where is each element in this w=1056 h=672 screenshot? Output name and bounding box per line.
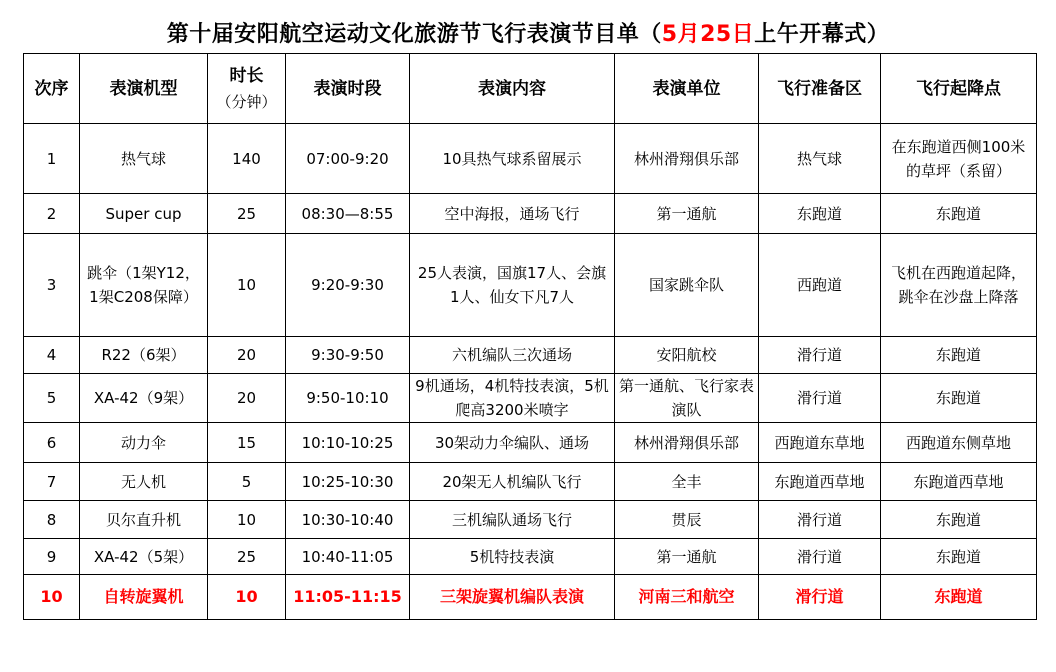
cell-unit: 河南三和航空 bbox=[615, 575, 759, 620]
cell-takeoff-landing: 在东跑道西侧100米的草坪（系留） bbox=[881, 124, 1037, 194]
title-suffix: 上午开幕式） bbox=[754, 22, 890, 47]
cell-unit: 林州滑翔俱乐部 bbox=[615, 124, 759, 194]
cell-prep-area: 滑行道 bbox=[759, 374, 881, 423]
table-row bbox=[24, 337, 1037, 374]
cell-aircraft: 自转旋翼机 bbox=[80, 575, 208, 620]
schedule-table bbox=[23, 53, 1037, 620]
header-takeoff-landing: 飞行起降点 bbox=[881, 54, 1037, 124]
header-aircraft: 表演机型 bbox=[80, 54, 208, 124]
cell-prep-area: 西跑道东草地 bbox=[759, 423, 881, 463]
cell-unit: 贯辰 bbox=[615, 501, 759, 539]
cell-content: 9机通场，4机特技表演，5机爬高3200米喷字 bbox=[410, 374, 615, 423]
cell-unit: 第一通航、飞行家表演队 bbox=[615, 374, 759, 423]
cell-duration: 20 bbox=[208, 337, 286, 374]
cell-aircraft: XA-42（9架） bbox=[80, 374, 208, 423]
cell-order: 3 bbox=[24, 234, 80, 337]
cell-prep-area: 西跑道 bbox=[759, 234, 881, 337]
cell-duration: 20 bbox=[208, 374, 286, 423]
cell-time-slot: 11:05-11:15 bbox=[286, 575, 410, 620]
cell-time-slot: 9:30-9:50 bbox=[286, 337, 410, 374]
cell-duration: 15 bbox=[208, 423, 286, 463]
table-row bbox=[24, 234, 1037, 337]
header-duration bbox=[208, 54, 286, 124]
cell-duration: 10 bbox=[208, 234, 286, 337]
cell-unit: 林州滑翔俱乐部 bbox=[615, 423, 759, 463]
header-order: 次序 bbox=[24, 54, 80, 124]
cell-aircraft: 无人机 bbox=[80, 463, 208, 501]
table-row bbox=[24, 501, 1037, 539]
title-prefix: 第十届安阳航空运动文化旅游节飞行表演节目单（ bbox=[166, 22, 662, 47]
cell-prep-area: 热气球 bbox=[759, 124, 881, 194]
cell-aircraft: XA-42（5架） bbox=[80, 539, 208, 575]
cell-order: 2 bbox=[24, 194, 80, 234]
cell-prep-area: 滑行道 bbox=[759, 539, 881, 575]
cell-duration: 10 bbox=[208, 501, 286, 539]
cell-prep-area: 滑行道 bbox=[759, 575, 881, 620]
cell-content: 25人表演，国旗17人、会旗1人、仙女下凡7人 bbox=[410, 234, 615, 337]
cell-order: 6 bbox=[24, 423, 80, 463]
table-row bbox=[24, 194, 1037, 234]
cell-duration: 140 bbox=[208, 124, 286, 194]
cell-time-slot: 10:10-10:25 bbox=[286, 423, 410, 463]
cell-takeoff-landing: 东跑道 bbox=[881, 337, 1037, 374]
cell-content: 空中海报，通场飞行 bbox=[410, 194, 615, 234]
header-unit: 表演单位 bbox=[615, 54, 759, 124]
cell-time-slot: 10:30-10:40 bbox=[286, 501, 410, 539]
cell-takeoff-landing: 东跑道 bbox=[881, 194, 1037, 234]
cell-time-slot: 10:40-11:05 bbox=[286, 539, 410, 575]
cell-takeoff-landing: 东跑道 bbox=[881, 374, 1037, 423]
cell-time-slot: 9:20-9:30 bbox=[286, 234, 410, 337]
cell-order: 8 bbox=[24, 501, 80, 539]
cell-content: 六机编队三次通场 bbox=[410, 337, 615, 374]
table-row bbox=[24, 539, 1037, 575]
header-duration-unit: （分钟） bbox=[216, 92, 277, 111]
cell-aircraft: Super cup bbox=[80, 194, 208, 234]
header-row bbox=[24, 54, 1037, 124]
cell-prep-area: 滑行道 bbox=[759, 337, 881, 374]
cell-time-slot: 9:50-10:10 bbox=[286, 374, 410, 423]
cell-duration: 5 bbox=[208, 463, 286, 501]
table-row-highlighted bbox=[24, 575, 1037, 620]
cell-takeoff-landing: 西跑道东侧草地 bbox=[881, 423, 1037, 463]
cell-unit: 国家跳伞队 bbox=[615, 234, 759, 337]
cell-content: 10具热气球系留展示 bbox=[410, 124, 615, 194]
cell-takeoff-landing: 东跑道 bbox=[881, 539, 1037, 575]
cell-time-slot: 08:30—8:55 bbox=[286, 194, 410, 234]
cell-duration: 10 bbox=[208, 575, 286, 620]
cell-content: 5机特技表演 bbox=[410, 539, 615, 575]
cell-order: 7 bbox=[24, 463, 80, 501]
cell-unit: 全丰 bbox=[615, 463, 759, 501]
cell-takeoff-landing: 飞机在西跑道起降，跳伞在沙盘上降落 bbox=[881, 234, 1037, 337]
cell-aircraft: 动力伞 bbox=[80, 423, 208, 463]
cell-unit: 安阳航校 bbox=[615, 337, 759, 374]
cell-takeoff-landing: 东跑道西草地 bbox=[881, 463, 1037, 501]
cell-duration: 25 bbox=[208, 194, 286, 234]
cell-aircraft: R22（6架） bbox=[80, 337, 208, 374]
cell-content: 30架动力伞编队、通场 bbox=[410, 423, 615, 463]
cell-takeoff-landing: 东跑道 bbox=[881, 575, 1037, 620]
cell-aircraft: 贝尔直升机 bbox=[80, 501, 208, 539]
cell-order: 5 bbox=[24, 374, 80, 423]
table-row bbox=[24, 423, 1037, 463]
header-duration-label: 时长 bbox=[229, 65, 264, 86]
cell-duration: 25 bbox=[208, 539, 286, 575]
cell-prep-area: 滑行道 bbox=[759, 501, 881, 539]
table-row bbox=[24, 374, 1037, 423]
header-prep-area: 飞行准备区 bbox=[759, 54, 881, 124]
cell-order: 9 bbox=[24, 539, 80, 575]
cell-content: 三机编队通场飞行 bbox=[410, 501, 615, 539]
title-date: 5月25日 bbox=[661, 22, 755, 47]
table-row bbox=[24, 463, 1037, 501]
cell-aircraft: 跳伞（1架Y12，1架C208保障） bbox=[80, 234, 208, 337]
page-title bbox=[0, 18, 1056, 52]
cell-aircraft: 热气球 bbox=[80, 124, 208, 194]
cell-order: 1 bbox=[24, 124, 80, 194]
header-content: 表演内容 bbox=[410, 54, 615, 124]
cell-prep-area: 东跑道 bbox=[759, 194, 881, 234]
cell-time-slot: 07:00-9:20 bbox=[286, 124, 410, 194]
cell-takeoff-landing: 东跑道 bbox=[881, 501, 1037, 539]
cell-content: 20架无人机编队飞行 bbox=[410, 463, 615, 501]
cell-unit: 第一通航 bbox=[615, 194, 759, 234]
cell-order: 4 bbox=[24, 337, 80, 374]
header-time-slot: 表演时段 bbox=[286, 54, 410, 124]
table-row bbox=[24, 124, 1037, 194]
cell-prep-area: 东跑道西草地 bbox=[759, 463, 881, 501]
cell-order: 10 bbox=[24, 575, 80, 620]
cell-content: 三架旋翼机编队表演 bbox=[410, 575, 615, 620]
cell-unit: 第一通航 bbox=[615, 539, 759, 575]
cell-time-slot: 10:25-10:30 bbox=[286, 463, 410, 501]
